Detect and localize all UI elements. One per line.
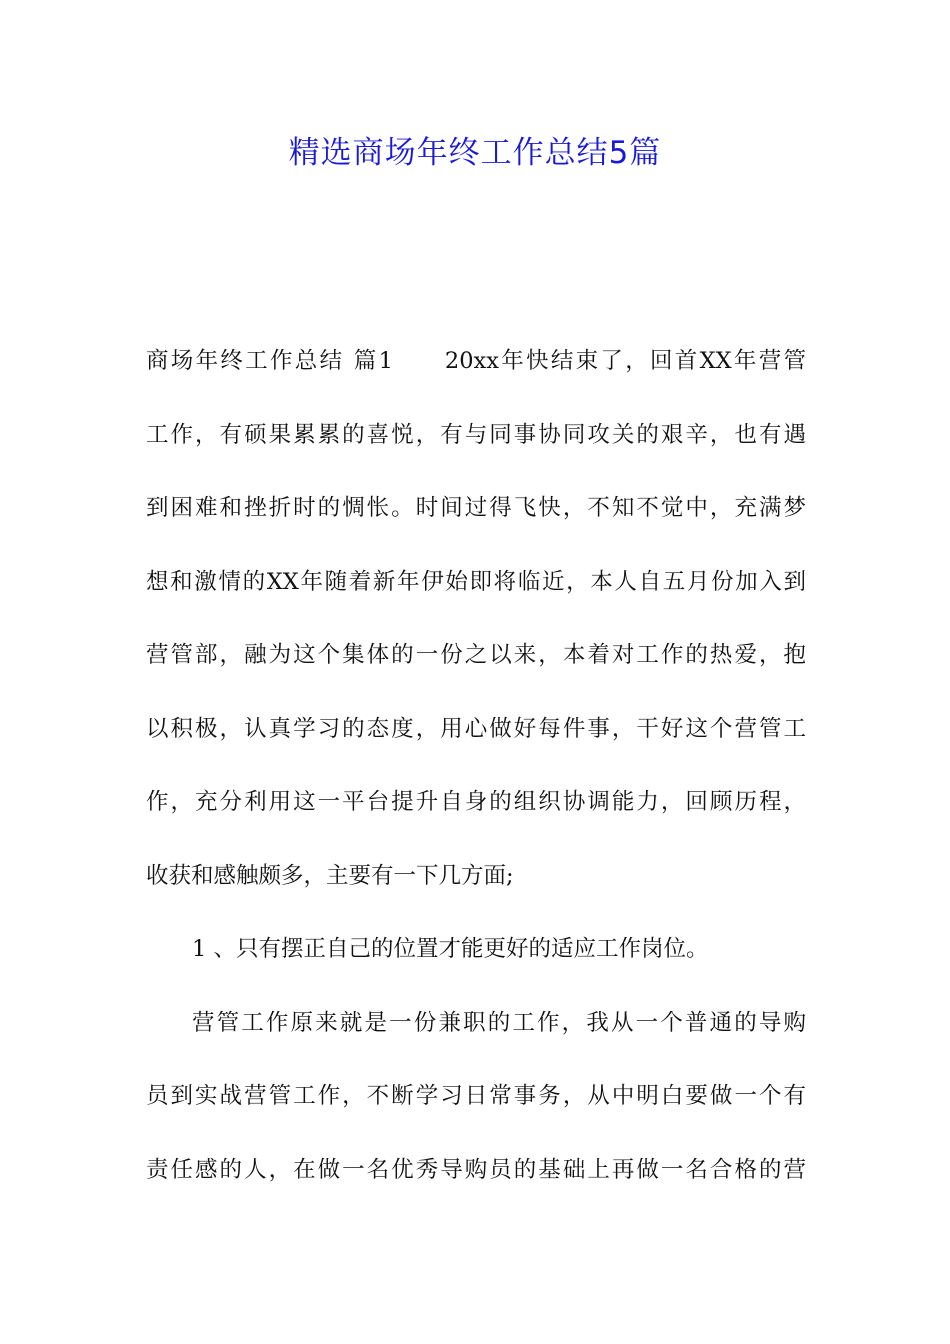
paragraph-line-5: 营管部，融为这个集体的一份之以来，本着对工作的热爱，抱 bbox=[146, 642, 806, 668]
body-text-segment: 20xx年快结束了，回首XX年营管 bbox=[444, 348, 807, 374]
document-title: 精选商场年终工作总结5篇 bbox=[288, 135, 662, 171]
document-body bbox=[146, 336, 806, 1218]
paragraph-line-1 bbox=[146, 336, 806, 410]
paragraph-line-2: 工作，有硕果累累的喜悦，有与同事协同攻关的艰辛，也有遇 bbox=[146, 421, 806, 448]
paragraph-line-6: 以积极，认真学习的态度，用心做好每件事，干好这个营管工 bbox=[146, 715, 806, 742]
paragraph-line-11: 员到实战营管工作，不断学习日常事务，从中明白要做一个有 bbox=[146, 1083, 806, 1109]
list-item-heading: 1 、只有摆正自己的位置才能更好的适应工作岗位。 bbox=[192, 936, 709, 962]
paragraph-line-7: 作，充分利用这一平台提升自身的组织协调能力，回顾历程， bbox=[146, 789, 806, 815]
paragraph-line-3: 到困难和挫折时的惆怅。时间过得飞快，不知不觉中，充满梦 bbox=[146, 495, 806, 521]
paragraph-line-8: 收获和感触颇多，主要有一下几方面; bbox=[146, 862, 514, 889]
section-heading: 商场年终工作总结 篇1 bbox=[146, 348, 393, 374]
paragraph-line-12: 责任感的人，在做一名优秀导购员的基础上再做一名合格的营 bbox=[146, 1156, 806, 1183]
paragraph-line-4: 想和激情的XX年随着新年伊始即将临近，本人自五月份加入到 bbox=[146, 568, 806, 595]
paragraph-line-10: 营管工作原来就是一份兼职的工作，我从一个普通的导购 bbox=[192, 1009, 806, 1036]
